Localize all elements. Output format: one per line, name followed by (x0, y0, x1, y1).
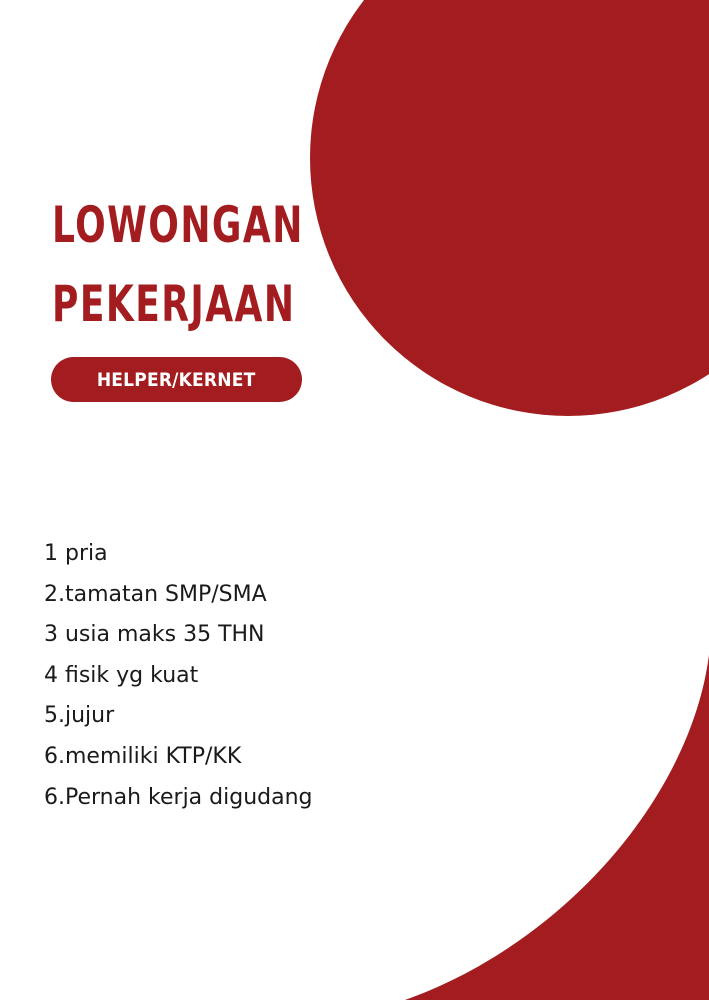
requirement-item: 4 fisik yg kuat (44, 662, 199, 688)
bottom-right-red-curve (405, 655, 709, 1000)
requirement-item: 5.jujur (44, 703, 115, 729)
requirement-item: 6.memiliki KTP/KK (44, 743, 242, 769)
requirement-item: 1 pria (44, 541, 108, 566)
requirement-item: 2.tamatan SMP/SMA (44, 581, 267, 607)
requirement-item: 6.Pernah kerja digudang (44, 784, 313, 810)
page-title (52, 186, 304, 344)
top-right-red-circle (310, 0, 709, 416)
position-badge-label: HELPER/KERNET (97, 368, 256, 391)
requirement-item: 3 usia maks 35 THN (44, 622, 265, 648)
requirements-list (44, 534, 313, 818)
title-line-1: LOWONGAN (52, 196, 304, 254)
position-badge (51, 357, 302, 402)
title-line-2: PEKERJAAN (52, 275, 296, 333)
